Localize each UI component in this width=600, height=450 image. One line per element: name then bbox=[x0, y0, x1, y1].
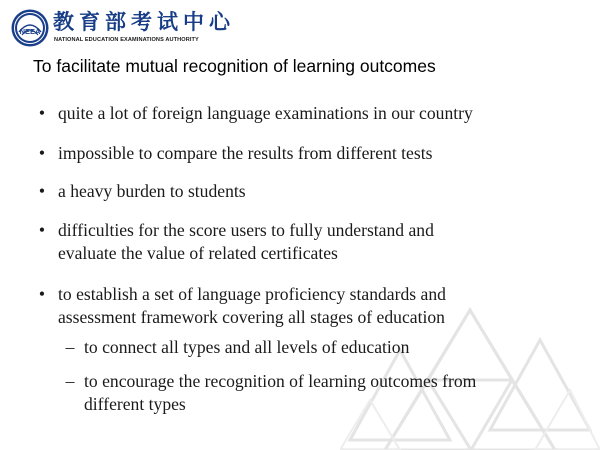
bullet-text: a heavy burden to students bbox=[58, 181, 246, 201]
bullet-marker: • bbox=[38, 143, 46, 163]
sub-bullet-item bbox=[65, 370, 579, 416]
bullet-text: evaluate the value of related certificates bbox=[58, 243, 338, 263]
sub-bullet-text: different types bbox=[84, 394, 186, 414]
bullet-text: assessment framework covering all stages of education bbox=[58, 307, 445, 327]
logo-chinese-text: 教育部考试中心 bbox=[53, 10, 235, 34]
bullet-marker: • bbox=[38, 284, 46, 304]
sub-bullet-marker: – bbox=[65, 337, 75, 357]
slide-title: To facilitate mutual recognition of learning outcomes bbox=[33, 56, 436, 76]
sub-bullet-marker: – bbox=[65, 371, 75, 391]
bullet-item bbox=[38, 180, 578, 203]
bullet-text: quite a lot of foreign language examinations in our country bbox=[58, 103, 473, 123]
emblem-text: NEEA bbox=[19, 27, 41, 36]
bullet-marker: • bbox=[38, 181, 46, 201]
logo-english-text: NATIONAL EDUCATION EXAMINATIONS AUTHORITY bbox=[54, 37, 199, 43]
bullet-item bbox=[38, 102, 578, 125]
bullet-marker: • bbox=[38, 220, 46, 240]
bullet-item bbox=[38, 219, 578, 265]
bullet-text: difficulties for the score users to fully understand and bbox=[58, 220, 434, 240]
bullet-item bbox=[38, 142, 578, 165]
bullet-text: impossible to compare the results from different tests bbox=[58, 143, 433, 163]
bullet-marker: • bbox=[38, 103, 46, 123]
sub-bullet-text: to encourage the recognition of learning outcomes from bbox=[84, 371, 477, 391]
sub-bullet-text: to connect all types and all levels of education bbox=[84, 337, 410, 357]
bullet-item bbox=[38, 283, 578, 329]
sub-bullet-item bbox=[65, 336, 579, 359]
bullet-text: to establish a set of language proficiency standards and bbox=[58, 284, 446, 304]
